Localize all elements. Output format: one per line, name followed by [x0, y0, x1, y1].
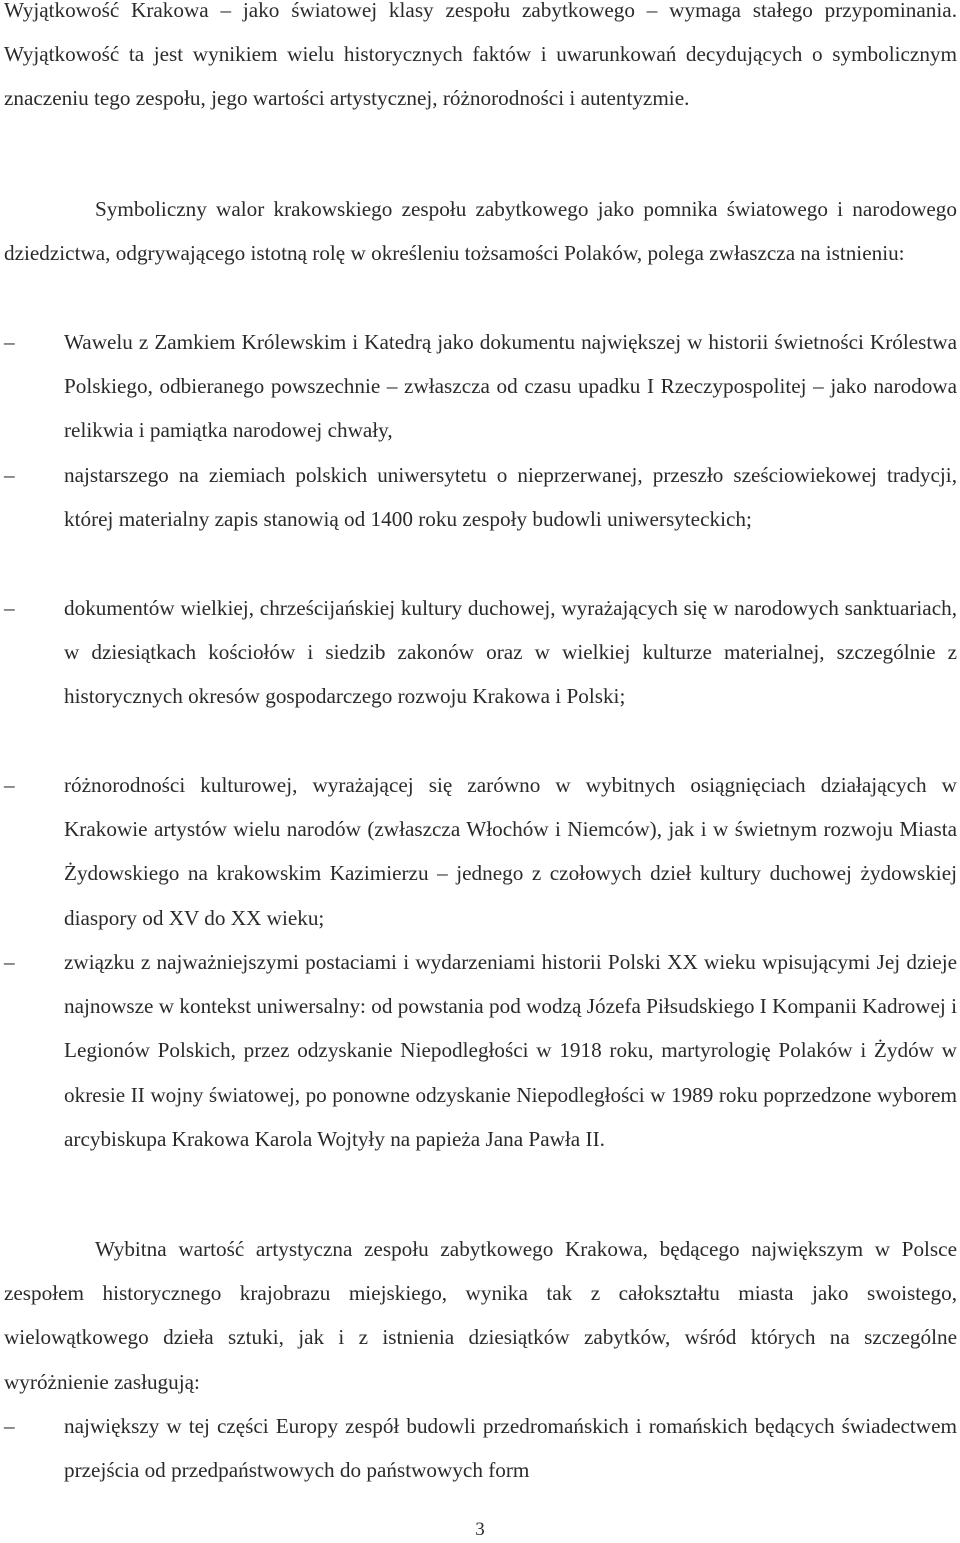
list-item-text: różnorodności kulturowej, wyrażającej się zarówno w wybitnych osiągnięciach działających w Krakowie artystów wielu narodów (zwłaszcza Włochów i Niemców), jak i w świetnym rozwoju Miasta Żydowskiego na krakowskim Kazimierzu – jednego z czołowych dzieł kultury duchowej żydowskiej diaspory od XV do XX wieku; — [64, 773, 957, 930]
list-dash: – — [4, 596, 15, 620]
list-item-text: dokumentów wielkiej, chrześcijańskiej kultury duchowej, wyrażających się w narodowych sanktuariach, w dziesiątkach kościołów i siedzib zakonów oraz w wielkiej kulturze materialnej, szczególnie z historycznych okresów gospodarczego rozwoju Krakowa i Polski; — [64, 596, 957, 709]
list-item-text: Wawelu z Zamkiem Królewskim i Katedrą jako dokumentu największej w historii świetności Królestwa Polskiego, odbieranego powszechnie – zwłaszcza od czasu upadku I Rzeczypospolitej – jako narodowa relikwia i pamiątka narodowej chwały, — [64, 330, 957, 443]
list-item — [4, 453, 957, 541]
list-dash: – — [4, 463, 15, 487]
list-dash: – — [4, 950, 15, 974]
list-item-text: najstarszego na ziemiach polskich uniwersytetu o nieprzerwanej, przeszło sześciowiekowej tradycji, której materialny zapis stanowią od 1400 roku zespoły budowli uniwersyteckich; — [64, 463, 957, 532]
list-dash: – — [4, 773, 15, 797]
list-item — [4, 320, 957, 453]
list-dash: – — [4, 330, 15, 354]
list-item — [4, 940, 957, 1161]
intro-paragraph: Wyjątkowość Krakowa – jako światowej klasy zespołu zabytkowego – wymaga stałego przypominania. Wyjątkowość ta jest wynikiem wielu historycznych faktów i uwarunkowań decydujących o symbolicznym znaczeniu tego zespołu, jego wartości artystycznej, różnorodności i autentyzmie. — [4, 0, 957, 111]
list-item-text: związku z najważniejszymi postaciami i wydarzeniami historii Polski XX wieku wpisującymi Jej dzieje najnowsze w kontekst uniwersalny: od powstania pod wodzą Józefa Piłsudskiego I Kompanii Kadrowej i Legionów Polskich, przez odzyskanie Niepodległości w 1918 roku, martyrologię Polaków i Żydów w okresie II wojny światowej, po ponowne odzyskanie Niepodległości w 1989 roku poprzedzone wyborem arcybiskupa Krakowa Karola Wojtyły na papieża Jana Pawła II. — [64, 950, 957, 1151]
list-item-text: największy w tej części Europy zespół budowli przedromańskich i romańskich będących świadectwem przejścia od przedpaństwowych do państwowych form — [64, 1414, 957, 1483]
page-number: 3 — [475, 1519, 485, 1540]
list-dash: – — [4, 1414, 15, 1438]
list-item — [4, 586, 957, 719]
list-item — [4, 763, 957, 940]
list-item — [4, 1404, 957, 1492]
artistic-intro-paragraph: Wybitna wartość artystyczna zespołu zabytkowego Krakowa, będącego największym w Polsce zespołem historycznego krajobrazu miejskiego, wynika tak z całokształtu miasta jako swoistego, wielowątkowego dzieła sztuki, jak i z istnienia dziesiątków zabytków, wśród których na szczególne wyróżnienie zasługują: — [4, 1237, 957, 1394]
symbolic-intro-paragraph: Symboliczny walor krakowskiego zespołu zabytkowego jako pomnika światowego i narodowego dziedzictwa, odgrywającego istotną rolę w określeniu tożsamości Polaków, polega zwłaszcza na istnieniu: — [4, 197, 957, 266]
